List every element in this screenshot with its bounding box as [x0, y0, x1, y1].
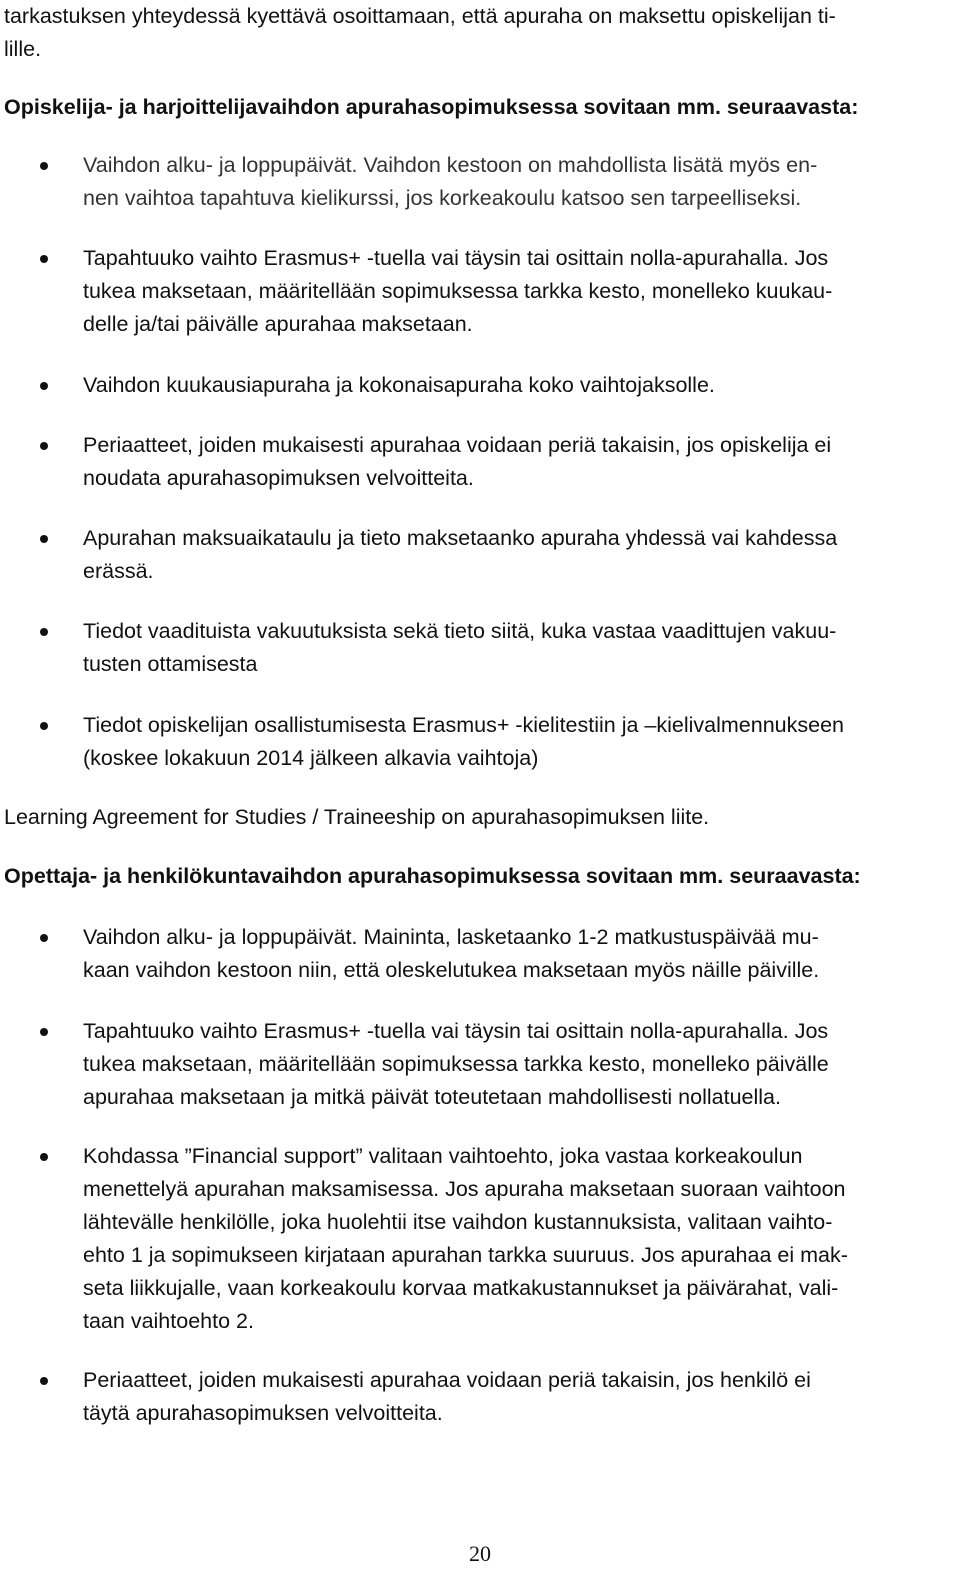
staff-item-financial-support	[83, 1140, 848, 1338]
item-line: Periaatteet, joiden mukaisesti apurahaa voidaan periä takaisin, jos henkilö ei	[83, 1368, 811, 1392]
item-line: menettelyä apurahan maksamisessa. Jos apuraha maksetaan suoraan vaihtoon	[83, 1177, 846, 1201]
item-line: Tiedot vaadituista vakuutuksista sekä tieto siitä, kuka vastaa vaadittujen vakuu-	[83, 619, 837, 643]
item-line: taan vaihtoehto 2.	[83, 1309, 254, 1333]
item-line: täytä apurahasopimuksen velvoitteita.	[83, 1401, 443, 1425]
item-line: Vaihdon alku- ja loppupäivät. Vaihdon kestoon on mahdollista lisätä myös en-	[83, 153, 818, 177]
bullet-icon	[40, 934, 48, 942]
student-item-dates	[83, 149, 817, 215]
item-line: nen vaihtoa tapahtuva kielikurssi, jos korkeakoulu katsoo sen tarpeelliseksi.	[83, 186, 802, 210]
item-line: kaan vaihdon kestoon niin, että oleskelutukea maksetaan myös näille päiville.	[83, 958, 820, 982]
bullet-icon	[40, 722, 48, 730]
item-line: lähtevälle henkilölle, joka huolehtii itse vaihdon kustannuksista, valitaan vaihto-	[83, 1210, 833, 1234]
item-line: Tapahtuuko vaihto Erasmus+ -tuella vai täysin tai osittain nolla-apurahalla. Jos	[83, 246, 829, 270]
item-line: tukea maksetaan, määritellään sopimuksessa tarkka kesto, monelleko kuukau-	[83, 279, 833, 303]
item-line: noudata apurahasopimuksen velvoitteita.	[83, 466, 474, 490]
student-item-recovery	[83, 429, 831, 495]
staff-item-recovery	[83, 1364, 811, 1430]
item-line: Periaatteet, joiden mukaisesti apurahaa voidaan periä takaisin, jos opiskelija ei	[83, 433, 832, 457]
student-item-monthly-grant	[83, 369, 715, 402]
item-line: erässä.	[83, 559, 154, 583]
item-line: seta liikkujalle, vaan korkeakoulu korvaa matkakustannukset ja päivärahat, vali-	[83, 1276, 839, 1300]
student-section-heading: Opiskelija- ja harjoittelijavaihdon apurahasopimuksessa sovitaan mm. seuraavasta:	[4, 95, 859, 119]
item-line: Vaihdon alku- ja loppupäivät. Maininta, lasketaanko 1-2 matkustuspäivää mu-	[83, 925, 819, 949]
bullet-icon	[40, 628, 48, 636]
student-item-insurance	[83, 615, 836, 681]
bullet-icon	[40, 255, 48, 263]
bullet-icon	[40, 535, 48, 543]
item-line: Tiedot opiskelijan osallistumisesta Erasmus+ -kielitestiin ja –kielivalmennukseen	[83, 713, 845, 737]
bullet-icon	[40, 1377, 48, 1385]
item-line: Vaihdon kuukausiapuraha ja kokonaisapuraha koko vaihtojaksolle.	[83, 373, 715, 397]
item-line: (koskee lokakuun 2014 jälkeen alkavia vaihtoja)	[83, 746, 539, 770]
item-line: tusten ottamisesta	[83, 652, 258, 676]
item-line: Kohdassa ”Financial support” valitaan vaihtoehto, joka vastaa korkeakoulun	[83, 1144, 803, 1168]
item-line: apurahaa maksetaan ja mitkä päivät toteutetaan mahdollisesti nollatuella.	[83, 1085, 781, 1109]
item-line: Apurahan maksuaikataulu ja tieto maksetaanko apuraha yhdessä vai kahdessa	[83, 526, 838, 550]
bullet-icon	[40, 382, 48, 390]
staff-item-dates	[83, 921, 819, 987]
staff-section-heading: Opettaja- ja henkilökuntavaihdon apurahasopimuksessa sovitaan mm. seuraavasta:	[4, 864, 861, 888]
bullet-icon	[40, 1153, 48, 1161]
learning-agreement-note: Learning Agreement for Studies / Traineeship on apurahasopimuksen liite.	[4, 805, 710, 829]
student-item-funding	[83, 242, 832, 341]
item-line: ehto 1 ja sopimukseen kirjataan apurahan tarkka suuruus. Jos apurahaa ei mak-	[83, 1243, 848, 1267]
bullet-icon	[40, 442, 48, 450]
bullet-icon	[40, 1028, 48, 1036]
item-line: tukea maksetaan, määritellään sopimuksessa tarkka kesto, monelleko päivälle	[83, 1052, 829, 1076]
item-line: delle ja/tai päivälle apurahaa maksetaan.	[83, 312, 473, 336]
student-item-schedule	[83, 522, 837, 588]
page-number: 20	[469, 1541, 491, 1566]
staff-item-funding	[83, 1015, 829, 1114]
bullet-icon	[40, 162, 48, 170]
intro-line: tarkastuksen yhteydessä kyettävä osoittamaan, että apuraha on maksettu opiskelijan ti-	[4, 4, 836, 28]
intro-paragraph	[4, 0, 836, 66]
item-line: Tapahtuuko vaihto Erasmus+ -tuella vai täysin tai osittain nolla-apurahalla. Jos	[83, 1019, 829, 1043]
intro-line: lille.	[4, 37, 42, 61]
student-item-language-test	[83, 709, 844, 775]
